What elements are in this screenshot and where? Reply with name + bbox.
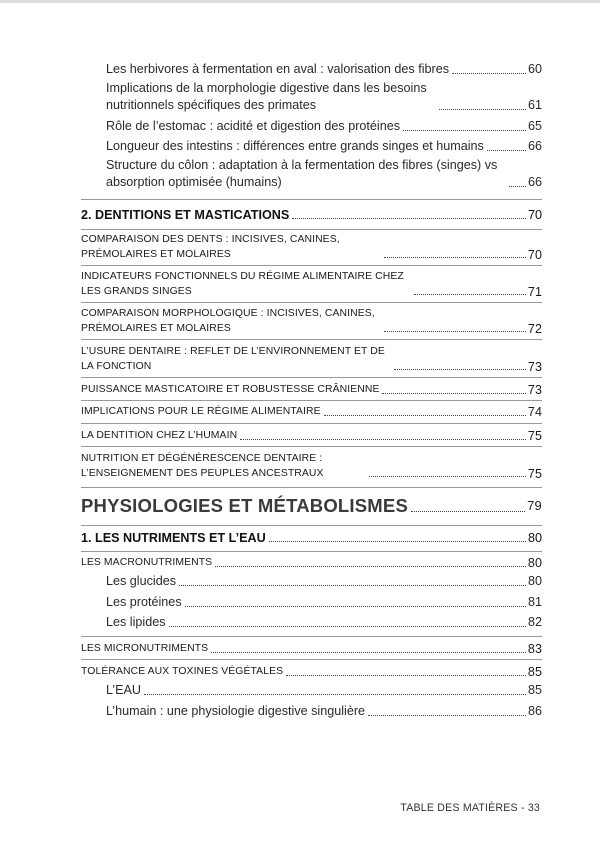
toc-entry-page: 61 xyxy=(527,98,542,112)
dot-leader xyxy=(292,218,526,219)
dot-leader xyxy=(394,369,526,370)
section-separator xyxy=(81,423,542,424)
toc-entry[interactable] xyxy=(106,594,542,611)
toc-entry-title: 1. LES NUTRIMENTS ET L’EAU xyxy=(81,531,266,545)
dot-leader xyxy=(384,331,526,332)
toc-entry-title: LA DENTITION CHEZ L’HUMAIN xyxy=(81,430,238,441)
page-footer: TABLE DES MATIÈRES - 33 xyxy=(400,802,540,814)
dot-leader xyxy=(185,606,526,607)
toc-section-entry[interactable] xyxy=(81,307,542,336)
toc-entry-page: 60 xyxy=(527,62,542,76)
toc-entry-title: PUISSANCE MASTICATOIRE ET ROBUSTESSE CRÂNIENNE xyxy=(81,384,380,395)
toc-section-entry[interactable] xyxy=(81,665,542,680)
dot-leader xyxy=(384,257,526,258)
section-separator xyxy=(81,400,542,401)
section-separator xyxy=(81,446,542,447)
toc-entry-page: 80 xyxy=(527,531,542,545)
dot-leader xyxy=(324,415,526,416)
toc-entry[interactable] xyxy=(106,614,542,631)
dot-leader xyxy=(369,476,526,477)
toc-entry-title: L’humain : une physiologie digestive singulière xyxy=(106,704,366,718)
toc-entry-title: 2. DENTITIONS ET MASTICATIONS xyxy=(81,208,290,222)
dot-leader xyxy=(411,511,525,512)
dot-leader xyxy=(169,626,526,627)
toc-section-entry[interactable] xyxy=(81,270,542,299)
toc-part-entry[interactable] xyxy=(81,495,542,517)
toc-entry-title: TOLÉRANCE AUX TOXINES VÉGÉTALES xyxy=(81,666,284,677)
toc-entry-page: 71 xyxy=(527,284,542,299)
toc-entry-page: 73 xyxy=(527,359,542,374)
toc-entry-title: IMPLICATIONS POUR LE RÉGIME ALIMENTAIRE xyxy=(81,406,321,417)
toc-entry[interactable] xyxy=(106,118,542,135)
toc-entry-page: 70 xyxy=(527,247,542,262)
toc-entry-title: Les glucides xyxy=(106,574,177,588)
section-separator xyxy=(81,339,542,340)
section-separator xyxy=(81,229,542,230)
section-separator xyxy=(81,199,542,200)
toc-entry-page: 79 xyxy=(527,498,542,513)
toc-entry-title: Longueur des intestins : différences entre grands singes et humains xyxy=(106,139,484,153)
toc-entry-title: L’USURE DENTAIRE : REFLET DE L’ENVIRONNEMENT ET DE LA FONCTION xyxy=(81,346,385,372)
toc-section-entry[interactable] xyxy=(81,452,542,481)
toc-entry-title: Les lipides xyxy=(106,615,166,629)
section-separator xyxy=(81,265,542,266)
toc-entry-title: Les herbivores à fermentation en aval : valorisation des fibres xyxy=(106,62,450,76)
toc-entry-page: 73 xyxy=(527,383,542,397)
toc-entry-page: 80 xyxy=(527,574,542,588)
toc-entry-title: COMPARAISON DES DENTS : INCISIVES, CANINES, PRÉMOLAIRES ET MOLAIRES xyxy=(81,234,340,260)
dot-leader xyxy=(439,109,526,110)
toc-entry-page: 65 xyxy=(527,119,542,133)
toc-section-entry[interactable] xyxy=(81,233,542,262)
section-separator xyxy=(81,487,542,488)
toc-section-entry[interactable] xyxy=(81,383,542,398)
dot-leader xyxy=(509,186,526,187)
toc-entry-page: 75 xyxy=(527,429,542,443)
toc-entry-page: 85 xyxy=(527,665,542,679)
toc-entry-page: 80 xyxy=(527,556,542,570)
toc-entry-title: L’EAU xyxy=(106,683,142,697)
section-separator xyxy=(81,525,542,526)
toc-entry-title: Structure du côlon : adaptation à la fermentation des fibres (singes) vs absorption optimisée (humains) xyxy=(106,158,498,189)
toc-entry-page: 72 xyxy=(527,321,542,336)
toc-entry[interactable] xyxy=(106,80,542,114)
toc-entry-page: 86 xyxy=(527,704,542,718)
dot-leader xyxy=(211,652,526,653)
section-separator xyxy=(81,659,542,660)
dot-leader xyxy=(286,675,526,676)
dot-leader xyxy=(452,73,526,74)
toc-section-entry[interactable] xyxy=(81,642,542,657)
toc-entry-page: 70 xyxy=(527,208,542,222)
toc-entry-page: 75 xyxy=(527,466,542,481)
toc-entry[interactable] xyxy=(106,61,542,78)
dot-leader xyxy=(382,393,525,394)
dot-leader xyxy=(240,439,526,440)
toc-entry[interactable] xyxy=(106,682,542,699)
dot-leader xyxy=(414,294,526,295)
toc-entry-page: 81 xyxy=(527,595,542,609)
toc-entry-title: LES MACRONUTRIMENTS xyxy=(81,557,213,568)
toc-entry-page: 66 xyxy=(527,139,542,153)
toc-entry-title: LES MICRONUTRIMENTS xyxy=(81,643,209,654)
toc-section-entry[interactable] xyxy=(81,429,542,444)
toc-entry-page: 66 xyxy=(527,175,542,189)
toc-entry-title: PHYSIOLOGIES ET MÉTABOLISMES xyxy=(81,495,408,516)
toc-section-entry[interactable] xyxy=(81,405,542,420)
toc-entry-title: Implications de la morphologie digestive dans les besoins nutritionnels spécifiques des primates xyxy=(106,81,427,112)
dot-leader xyxy=(368,715,526,716)
section-separator xyxy=(81,551,542,552)
toc-entry-title: COMPARAISON MORPHOLOGIQUE : INCISIVES, CANINES, PRÉMOLAIRES ET MOLAIRES xyxy=(81,308,375,334)
section-separator xyxy=(81,377,542,378)
dot-leader xyxy=(487,150,526,151)
toc-chapter-entry[interactable] xyxy=(81,530,542,546)
dot-leader xyxy=(403,130,526,131)
toc-entry-page: 74 xyxy=(527,405,542,419)
toc-entry[interactable] xyxy=(106,157,542,191)
section-separator xyxy=(81,302,542,303)
toc-entry[interactable] xyxy=(106,703,542,720)
dot-leader xyxy=(144,694,526,695)
toc-entry-title: NUTRITION ET DÉGÉNÉRESCENCE DENTAIRE : L’ENSEIGNEMENT DES PEUPLES ANCESTRAUX xyxy=(81,453,324,479)
toc-entry-title: Les protéines xyxy=(106,595,182,609)
dot-leader xyxy=(269,541,526,542)
toc-entry-page: 83 xyxy=(527,642,542,656)
toc-entry-page: 82 xyxy=(527,615,542,629)
toc-section-entry[interactable] xyxy=(81,345,542,374)
toc-entry-title: Rôle de l’estomac : acidité et digestion des protéines xyxy=(106,119,401,133)
toc-entry-page: 85 xyxy=(527,683,542,697)
toc-entry[interactable] xyxy=(106,573,542,590)
dot-leader xyxy=(215,566,526,567)
toc-entry[interactable] xyxy=(106,138,542,155)
dot-leader xyxy=(179,585,526,586)
section-separator xyxy=(81,636,542,637)
toc-section-entry[interactable] xyxy=(81,556,542,571)
toc-chapter-entry[interactable] xyxy=(81,207,542,223)
toc-entry-title: INDICATEURS FONCTIONNELS DU RÉGIME ALIMENTAIRE CHEZ LES GRANDS SINGES xyxy=(81,271,404,297)
